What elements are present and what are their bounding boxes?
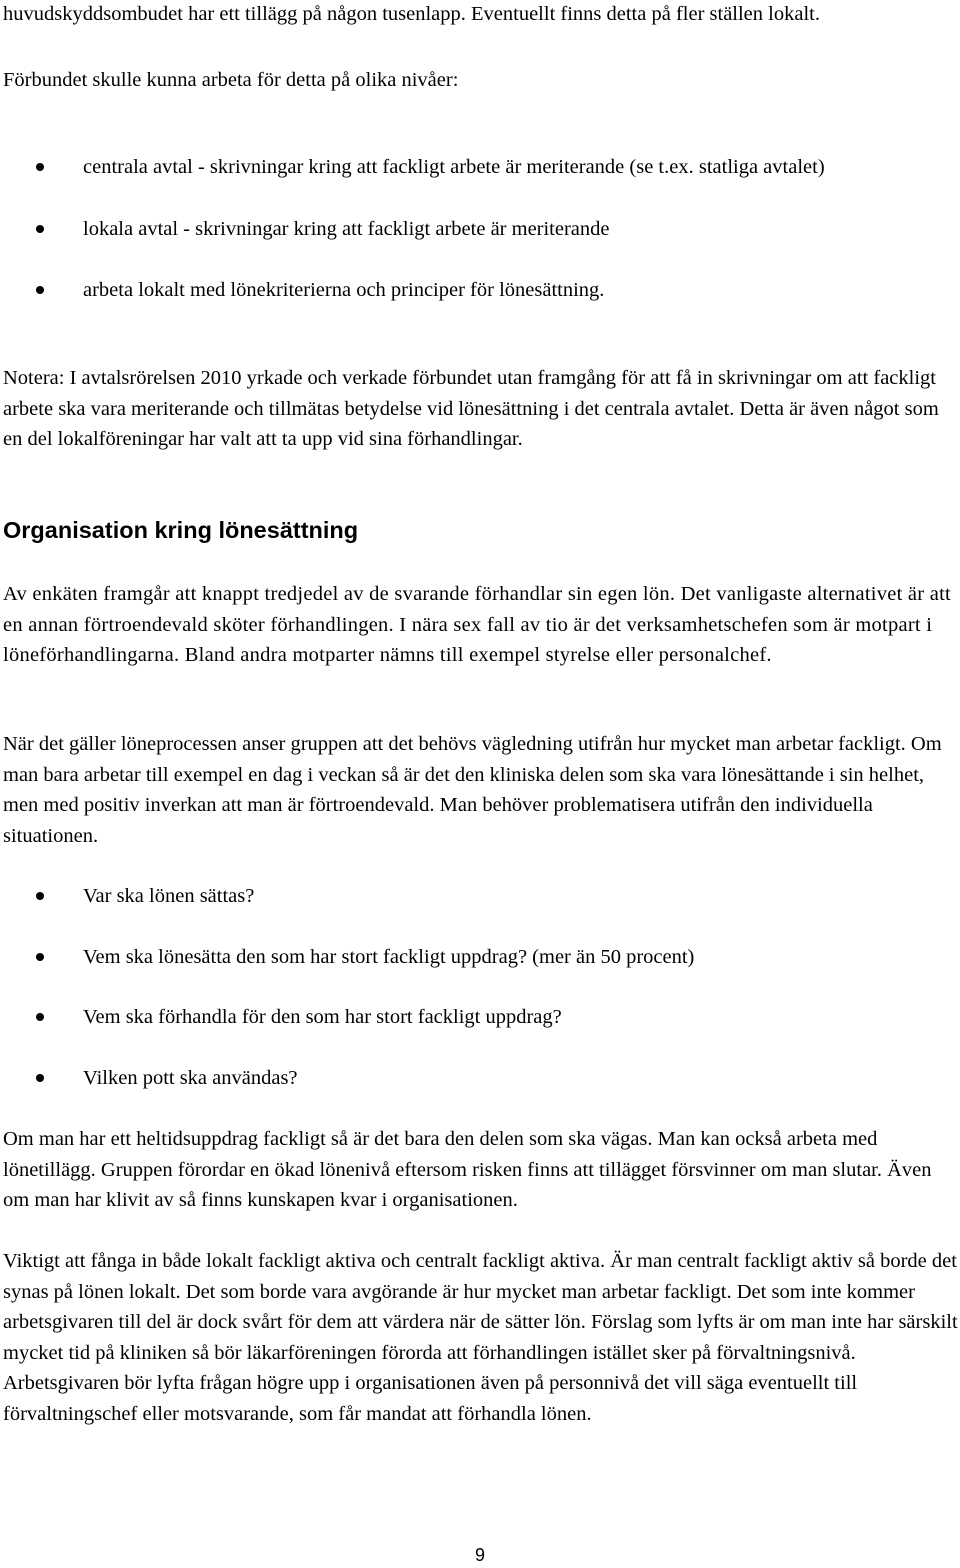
paragraph-enkaten: Av enkäten framgår att knappt tredjedel av de svarande förhandlar sin egen lön. Det vanligaste alternativet är att en annan förtroendevald sköter förhandlingen. I nära sex fall av tio är det verksamhetschefen som är motpart i löneförhandlingarna. Bland andra motparter nämns till exempel styrelse eller personalchef. bbox=[3, 583, 951, 666]
paragraph-levels-intro: Förbundet skulle kunna arbeta för detta på olika nivåer: bbox=[3, 69, 459, 91]
list-item bbox=[0, 275, 950, 306]
list-item bbox=[0, 1063, 950, 1094]
paragraph-heltidsuppdrag: Om man har ett heltidsuppdrag fackligt så är det bara den delen som ska vägas. Man kan också arbeta med lönetillägg. Gruppen förordar en ökad lönenivå eftersom risken finns att tillägget försvinner om man slutar. Även om man har klivit av så finns kunskapen kvar i organisationen. bbox=[3, 1128, 932, 1211]
list-item bbox=[0, 942, 950, 973]
page-number: 9 bbox=[474, 1545, 485, 1565]
section-heading: Organisation kring lönesättning bbox=[3, 517, 359, 543]
list-item-text: arbeta lokalt med lönekriterierna och principer för lönesättning. bbox=[83, 279, 605, 301]
questions-list bbox=[0, 881, 950, 1093]
paragraph-notera: Notera: I avtalsrörelsen 2010 yrkade och verkade förbundet utan framgång för att få in skrivningar om att fackligt arbete ska vara meriterande och tillmätas betydelse vid lönesättning i det centrala avtalet. Detta är även något som en del lokalföreningar har valt att ta upp vid sina förhandlingar. bbox=[3, 367, 939, 450]
list-item-text: Vem ska förhandla för den som har stort fackligt uppdrag? bbox=[83, 1006, 562, 1028]
list-item bbox=[0, 881, 950, 912]
paragraph-intro: huvudskyddsombudet har ett tillägg på någon tusenlapp. Eventuellt finns detta på fler ställen lokalt. bbox=[3, 3, 820, 25]
list-item bbox=[0, 214, 950, 245]
list-item-text: centrala avtal - skrivningar kring att fackligt arbete är meriterande (se t.ex. statliga avtalet) bbox=[83, 156, 825, 178]
bullet-icon bbox=[36, 942, 46, 972]
list-item-text: Vem ska lönesätta den som har stort fackligt uppdrag? (mer än 50 procent) bbox=[83, 945, 695, 968]
bullet-icon bbox=[36, 275, 46, 305]
list-item bbox=[0, 152, 873, 183]
list-item bbox=[0, 1002, 950, 1033]
bullet-icon bbox=[36, 1002, 46, 1032]
bullet-icon bbox=[36, 1063, 46, 1093]
bullet-icon bbox=[36, 152, 46, 182]
paragraph-viktigt: Viktigt att fånga in både lokalt fackligt aktiva och centralt fackligt aktiva. Är man centralt fackligt aktiv så borde det synas på lönen lokalt. Det som borde vara avgörande är hur mycket man arbetar fackligt. Det som inte kommer arbetsgivaren till del är dock svårt för dem att värdera när de sätter lön. Förslag som lyfts är om man inte har särskilt mycket tid på kliniken så bör läkarföreningen förorda att förhandlingen istället sker på förvaltningsnivå. Arbetsgivaren bör lyfta frågan högre upp i organisationen även på personnivå det vill säga eventuellt till förvaltningschef eller motsvarande, som får mandat att förhandla lönen. bbox=[3, 1250, 958, 1425]
levels-list bbox=[0, 152, 950, 306]
bullet-icon bbox=[36, 214, 46, 244]
paragraph-loneprocessen: När det gäller löneprocessen anser gruppen att det behövs vägledning utifrån hur mycket man arbetar fackligt. Om man bara arbetar till exempel en dag i veckan så är det den kliniska delen som ska vara lönesättande i sin helhet, men med positiv inverkan att man är förtroendevald. Man behöver problematisera utifrån den individuella situationen. bbox=[3, 733, 942, 847]
list-item-text: lokala avtal - skrivningar kring att fackligt arbete är meriterande bbox=[83, 217, 610, 240]
list-item-text: Vilken pott ska användas? bbox=[83, 1066, 298, 1089]
list-item-text: Var ska lönen sättas? bbox=[83, 885, 255, 907]
bullet-icon bbox=[36, 881, 46, 911]
